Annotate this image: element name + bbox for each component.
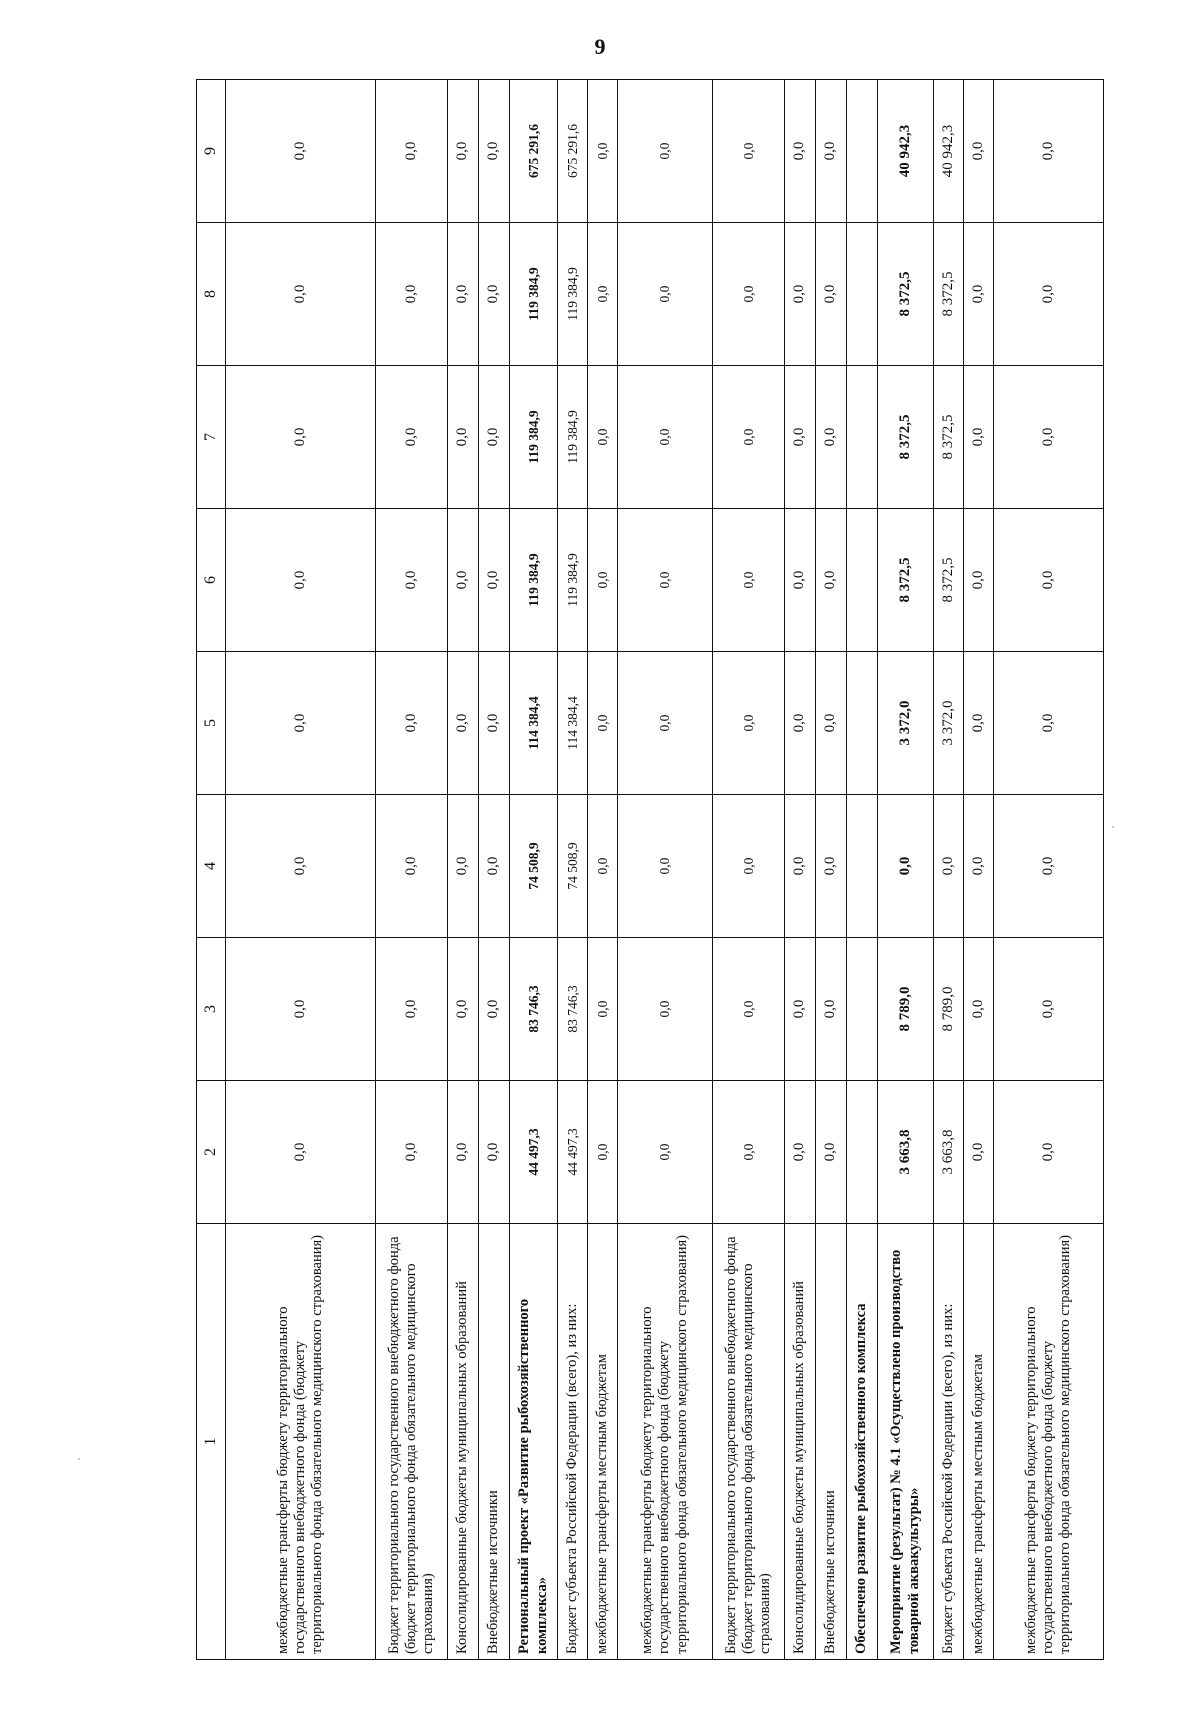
- value-cell: 0,0: [588, 1081, 618, 1224]
- value-cell: 0,0: [226, 80, 376, 223]
- value-cell: 0,0: [816, 1081, 847, 1224]
- value-cell: [847, 80, 878, 223]
- value-cell: 119 384,9: [558, 509, 588, 652]
- table-row: [448, 80, 479, 1660]
- value-cell: 0,0: [713, 938, 785, 1081]
- table-row: [479, 80, 510, 1660]
- value-cell: 0,0: [376, 80, 448, 223]
- table-row: [376, 80, 448, 1660]
- value-cell: 0,0: [994, 795, 1104, 938]
- value-cell: 0,0: [964, 366, 994, 509]
- row-label: Бюджет субъекта Российской Федерации (всего), из них:: [934, 1224, 964, 1660]
- value-cell: 0,0: [588, 509, 618, 652]
- value-cell: 0,0: [964, 938, 994, 1081]
- value-cell: 0,0: [816, 652, 847, 795]
- column-header-8: 8: [197, 223, 226, 366]
- value-cell: [847, 509, 878, 652]
- value-cell: 0,0: [785, 795, 816, 938]
- row-label: Бюджет субъекта Российской Федерации (всего), из них:: [558, 1224, 588, 1660]
- value-cell: 3 372,0: [878, 652, 934, 795]
- value-cell: 0,0: [994, 366, 1104, 509]
- value-cell: 114 384,4: [558, 652, 588, 795]
- row-label: Мероприятие (результат) № 4.1 «Осуществлено производство товарной аквакультуры»: [878, 1224, 934, 1660]
- table-row: [964, 80, 994, 1660]
- value-cell: 0,0: [376, 366, 448, 509]
- value-cell: 0,0: [479, 652, 510, 795]
- row-label: Региональный проект «Развитие рыбохозяйственного комплекса»: [510, 1224, 558, 1660]
- value-cell: 0,0: [376, 509, 448, 652]
- value-cell: 0,0: [448, 795, 479, 938]
- column-header-6: 6: [197, 509, 226, 652]
- table-row: [510, 80, 558, 1660]
- value-cell: 0,0: [994, 80, 1104, 223]
- value-cell: 0,0: [376, 938, 448, 1081]
- value-cell: [847, 795, 878, 938]
- value-cell: 0,0: [479, 509, 510, 652]
- value-cell: [847, 366, 878, 509]
- value-cell: [847, 652, 878, 795]
- value-cell: 0,0: [713, 80, 785, 223]
- value-cell: 675 291,6: [510, 80, 558, 223]
- value-cell: 675 291,6: [558, 80, 588, 223]
- value-cell: 0,0: [479, 938, 510, 1081]
- value-cell: 44 497,3: [558, 1081, 588, 1224]
- scan-speck: [1112, 826, 1114, 828]
- value-cell: 0,0: [618, 366, 713, 509]
- value-cell: 0,0: [994, 652, 1104, 795]
- value-cell: 8 789,0: [878, 938, 934, 1081]
- value-cell: 0,0: [588, 223, 618, 366]
- row-label: Внебюджетные источники: [816, 1224, 847, 1660]
- row-label: межбюджетные трансферты местным бюджетам: [588, 1224, 618, 1660]
- value-cell: 0,0: [618, 80, 713, 223]
- value-cell: 0,0: [479, 795, 510, 938]
- value-cell: 0,0: [479, 80, 510, 223]
- value-cell: 83 746,3: [558, 938, 588, 1081]
- table-row: [558, 80, 588, 1660]
- value-cell: 3 372,0: [934, 652, 964, 795]
- row-label: межбюджетные трансферты бюджету территориального государственного внебюджетного фонда (бюджету территориального фонда обязательного медицинского страхования): [618, 1224, 713, 1660]
- value-cell: 8 789,0: [934, 938, 964, 1081]
- value-cell: 0,0: [713, 1081, 785, 1224]
- value-cell: 3 663,8: [878, 1081, 934, 1224]
- value-cell: 0,0: [618, 795, 713, 938]
- row-label: межбюджетные трансферты бюджету территориального государственного внебюджетного фонда (бюджету территориального фонда обязательного медицинского страхования): [994, 1224, 1104, 1660]
- value-cell: 119 384,9: [558, 223, 588, 366]
- value-cell: 0,0: [618, 1081, 713, 1224]
- page-number: 9: [594, 34, 606, 59]
- column-header-3: 3: [197, 938, 226, 1081]
- value-cell: 0,0: [785, 366, 816, 509]
- table-row: [226, 80, 376, 1660]
- row-label: межбюджетные трансферты бюджету территориального государственного внебюджетного фонда (бюджету территориального фонда обязательного медицинского страхования): [226, 1224, 376, 1660]
- table-row: [878, 80, 934, 1660]
- row-label: Внебюджетные источники: [479, 1224, 510, 1660]
- table-row: [618, 80, 713, 1660]
- value-cell: 0,0: [964, 223, 994, 366]
- value-cell: 0,0: [713, 652, 785, 795]
- value-cell: 0,0: [878, 795, 934, 938]
- value-cell: 0,0: [448, 509, 479, 652]
- value-cell: 0,0: [934, 795, 964, 938]
- value-cell: 0,0: [376, 795, 448, 938]
- value-cell: 0,0: [479, 366, 510, 509]
- value-cell: 3 663,8: [934, 1081, 964, 1224]
- column-header-1: 1: [197, 1224, 226, 1660]
- value-cell: 0,0: [785, 509, 816, 652]
- scan-speck: [78, 1458, 80, 1460]
- value-cell: 0,0: [785, 223, 816, 366]
- value-cell: 119 384,9: [510, 509, 558, 652]
- table-row: [934, 80, 964, 1660]
- table-row: [713, 80, 785, 1660]
- table-row: [847, 80, 878, 1660]
- value-cell: 44 497,3: [510, 1081, 558, 1224]
- table-row: [816, 80, 847, 1660]
- value-cell: 0,0: [226, 366, 376, 509]
- column-header-5: 5: [197, 652, 226, 795]
- value-cell: 74 508,9: [510, 795, 558, 938]
- value-cell: 119 384,9: [510, 366, 558, 509]
- value-cell: [847, 938, 878, 1081]
- value-cell: 0,0: [785, 80, 816, 223]
- column-header-9: 9: [197, 80, 226, 223]
- value-cell: 0,0: [816, 80, 847, 223]
- value-cell: 0,0: [816, 366, 847, 509]
- budget-table: [196, 79, 1104, 1660]
- value-cell: 0,0: [964, 1081, 994, 1224]
- row-label: Бюджет территориального государственного внебюджетного фонда (бюджет территориального фонда обязательного медицинского страхования): [713, 1224, 785, 1660]
- value-cell: 119 384,9: [510, 223, 558, 366]
- value-cell: 0,0: [448, 223, 479, 366]
- value-cell: 0,0: [994, 509, 1104, 652]
- value-cell: 0,0: [588, 366, 618, 509]
- header-row: [197, 80, 226, 1660]
- row-label: Консолидированные бюджеты муниципальных образований: [785, 1224, 816, 1660]
- value-cell: 0,0: [994, 938, 1104, 1081]
- value-cell: 8 372,5: [878, 366, 934, 509]
- value-cell: 0,0: [226, 509, 376, 652]
- value-cell: 0,0: [226, 1081, 376, 1224]
- value-cell: 0,0: [816, 938, 847, 1081]
- value-cell: 0,0: [479, 1081, 510, 1224]
- value-cell: 0,0: [964, 509, 994, 652]
- table-body: [226, 80, 1104, 1660]
- value-cell: 0,0: [618, 509, 713, 652]
- value-cell: 0,0: [376, 652, 448, 795]
- value-cell: 83 746,3: [510, 938, 558, 1081]
- rotated-table-container: [196, 80, 1096, 1660]
- value-cell: 0,0: [713, 223, 785, 366]
- value-cell: 0,0: [816, 795, 847, 938]
- value-cell: 0,0: [226, 938, 376, 1081]
- value-cell: 0,0: [226, 795, 376, 938]
- column-header-7: 7: [197, 366, 226, 509]
- value-cell: 0,0: [376, 1081, 448, 1224]
- value-cell: 0,0: [226, 223, 376, 366]
- value-cell: 0,0: [713, 795, 785, 938]
- value-cell: 0,0: [448, 80, 479, 223]
- value-cell: 0,0: [964, 795, 994, 938]
- value-cell: 0,0: [618, 938, 713, 1081]
- value-cell: 0,0: [588, 80, 618, 223]
- value-cell: 0,0: [785, 938, 816, 1081]
- value-cell: 0,0: [226, 652, 376, 795]
- value-cell: 0,0: [964, 80, 994, 223]
- row-label: Консолидированные бюджеты муниципальных образований: [448, 1224, 479, 1660]
- value-cell: 0,0: [448, 366, 479, 509]
- value-cell: 0,0: [618, 223, 713, 366]
- value-cell: 40 942,3: [934, 80, 964, 223]
- value-cell: 8 372,5: [878, 509, 934, 652]
- value-cell: 0,0: [618, 652, 713, 795]
- value-cell: 0,0: [785, 652, 816, 795]
- value-cell: 119 384,9: [558, 366, 588, 509]
- value-cell: [847, 1081, 878, 1224]
- value-cell: 0,0: [713, 366, 785, 509]
- value-cell: 0,0: [448, 938, 479, 1081]
- value-cell: 8 372,5: [934, 366, 964, 509]
- table-row: [785, 80, 816, 1660]
- value-cell: 0,0: [994, 1081, 1104, 1224]
- value-cell: 0,0: [479, 223, 510, 366]
- value-cell: 0,0: [448, 1081, 479, 1224]
- value-cell: 114 384,4: [510, 652, 558, 795]
- value-cell: [847, 223, 878, 366]
- value-cell: 8 372,5: [878, 223, 934, 366]
- row-label: Обеспечено развитие рыбохозяйственного комплекса: [847, 1224, 878, 1660]
- table-row: [588, 80, 618, 1660]
- table-row: [994, 80, 1104, 1660]
- value-cell: 0,0: [816, 509, 847, 652]
- value-cell: 0,0: [994, 223, 1104, 366]
- value-cell: 8 372,5: [934, 223, 964, 366]
- value-cell: 0,0: [816, 223, 847, 366]
- column-header-4: 4: [197, 795, 226, 938]
- value-cell: 0,0: [448, 652, 479, 795]
- value-cell: 40 942,3: [878, 80, 934, 223]
- value-cell: 0,0: [713, 509, 785, 652]
- column-header-2: 2: [197, 1081, 226, 1224]
- value-cell: 0,0: [785, 1081, 816, 1224]
- value-cell: 8 372,5: [934, 509, 964, 652]
- row-label: Бюджет территориального государственного внебюджетного фонда (бюджет территориального фонда обязательного медицинского страхования): [376, 1224, 448, 1660]
- value-cell: 0,0: [588, 652, 618, 795]
- value-cell: 0,0: [588, 938, 618, 1081]
- value-cell: 0,0: [588, 795, 618, 938]
- value-cell: 74 508,9: [558, 795, 588, 938]
- row-label: межбюджетные трансферты местным бюджетам: [964, 1224, 994, 1660]
- value-cell: 0,0: [376, 223, 448, 366]
- value-cell: 0,0: [964, 652, 994, 795]
